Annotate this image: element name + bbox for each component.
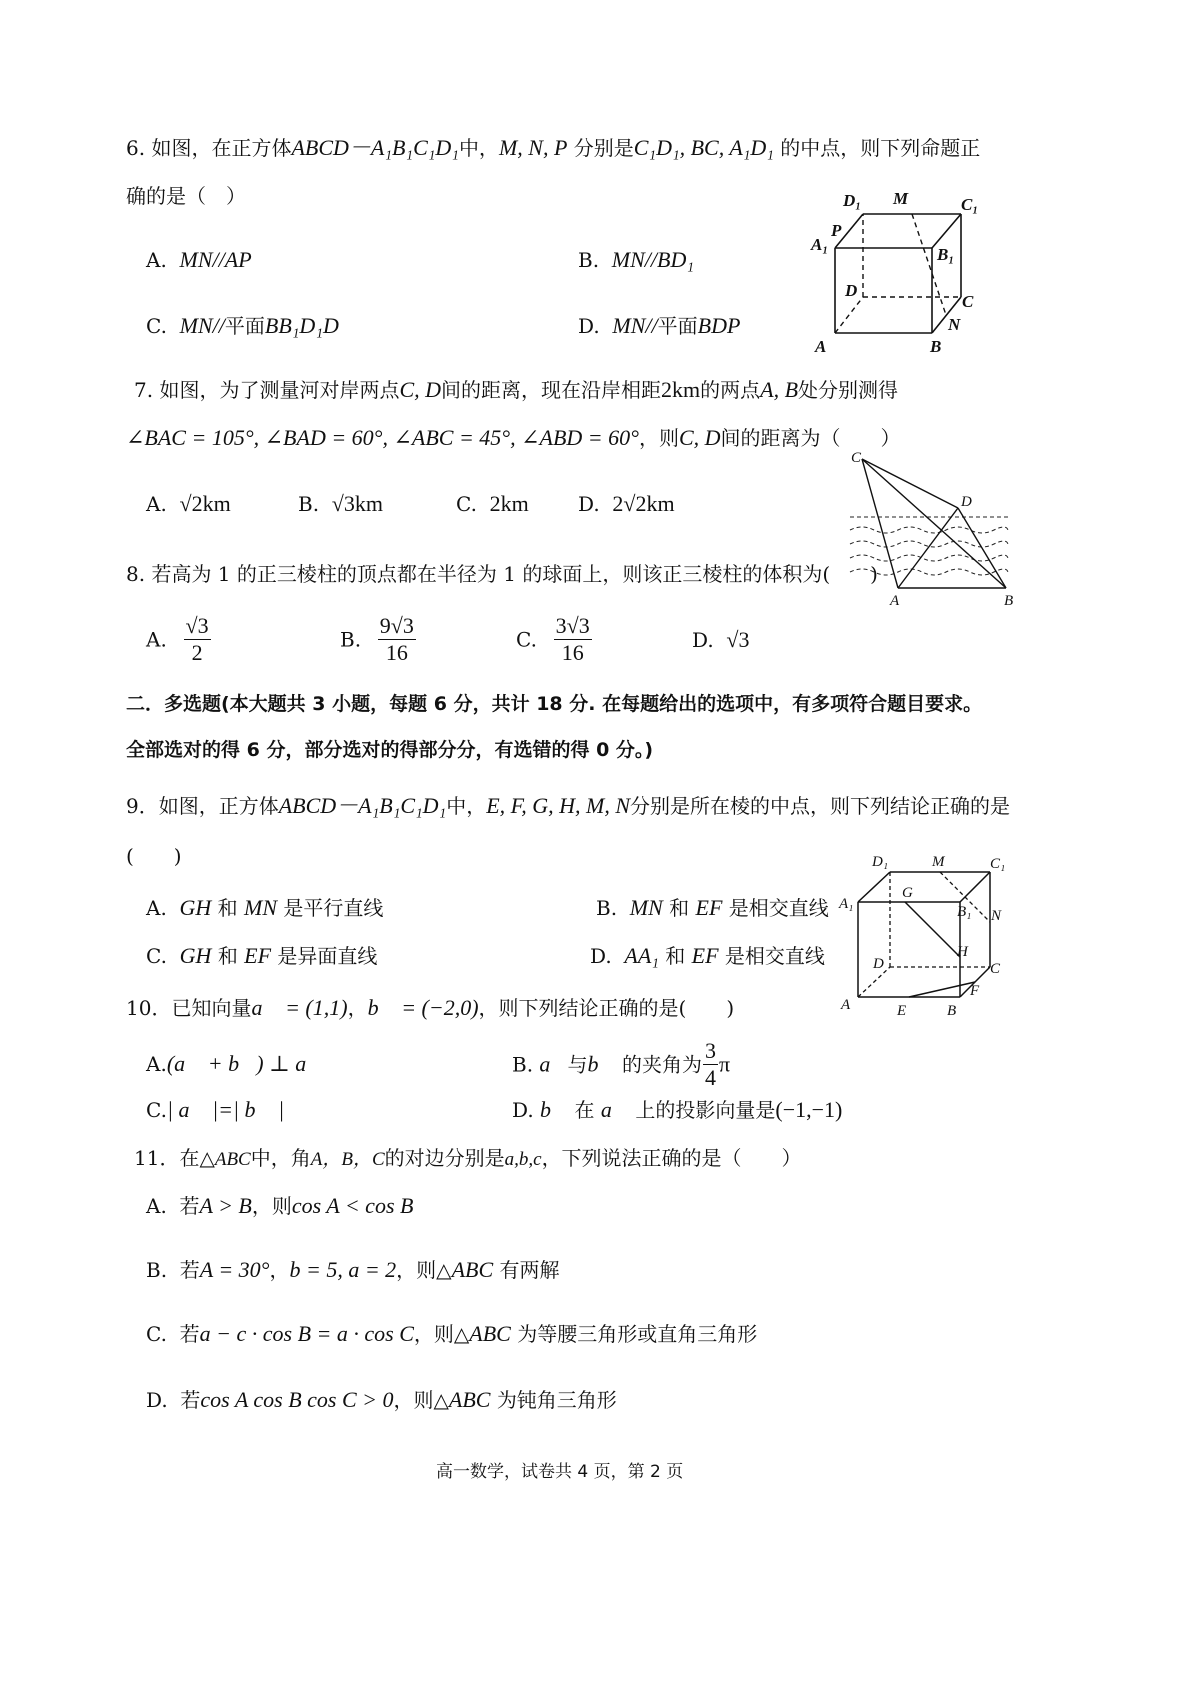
- section2-heading-line2: 全部选对的得 6 分，部分选对的得部分分，有选错的得 0 分。): [126, 739, 654, 761]
- q11-option-b[interactable]: B. 若A = 30°，b = 5, a = 2，则△ABC 有两解: [146, 1257, 560, 1282]
- q7-fig-label-b: B: [1004, 593, 1014, 609]
- q9-fig-label-b1: B₁: [957, 904, 972, 920]
- q9-stem-line2: ( ): [126, 844, 182, 868]
- q9-fig-label-a1: A₁: [839, 896, 854, 912]
- q9-fig-label-a: A: [841, 997, 851, 1013]
- q6-fig-label-d1: D₁: [843, 191, 862, 210]
- section2-heading-line1: 二．多选题(本大题共 3 小题，每题 6 分，共计 18 分. 在每题给出的选项中，有多项符合题目要求。: [126, 693, 983, 715]
- q8-option-b[interactable]: B. $\frac{9√3}{16}$: [340, 613, 414, 665]
- q7-option-a[interactable]: A. √2km: [146, 491, 231, 516]
- q9-fig-label-n: N: [991, 908, 1002, 924]
- q6-fig-label-c: C: [962, 292, 974, 311]
- q9-fig-label-g: G: [902, 885, 913, 901]
- q6-option-a[interactable]: A. MN//AP: [146, 247, 252, 272]
- q8-option-a[interactable]: A. $\frac{√3}{2}$: [146, 613, 209, 665]
- q9-option-b[interactable]: B. MN 和 EF 是相交直线: [596, 895, 829, 920]
- q7-stem-line1: 7. 如图，为了测量河对岸两点C, D间的距离，现在沿岸相距2km的两点A, B处分别测得: [134, 377, 899, 402]
- q6-fig-label-b1: B₁: [937, 245, 955, 264]
- q9-stem-line1: 9．如图，正方体ABCD－A₁B₁C₁D₁中，E, F, G, H, M, N分别是所在棱的中点，则下列结论正确的是: [126, 793, 1011, 818]
- q9-option-d[interactable]: D. AA₁ 和 EF 是相交直线: [590, 943, 825, 968]
- q7-fig-label-a: A: [890, 593, 900, 609]
- q6-fig-label-m: M: [893, 189, 909, 208]
- q7-option-d[interactable]: D. 2√2km: [578, 491, 675, 516]
- q9-option-a[interactable]: A. GH 和 MN 是平行直线: [146, 895, 384, 920]
- q6-option-b[interactable]: B. MN//BD₁: [578, 247, 694, 272]
- q6-stem-line1: 6. 如图，在正方体ABCD－A₁B₁C₁D₁中，M, N, P 分别是C₁D₁, BC, A₁D₁ 的中点，则下列命题正: [126, 135, 981, 160]
- q6-fig-label-a: A: [815, 337, 827, 356]
- q6-fig-label-d: D: [845, 281, 858, 300]
- q9-option-c[interactable]: C. GH 和 EF 是异面直线: [146, 943, 378, 968]
- q10-stem: 10．已知向量a⃗ = (1,1)，b⃗ = (−2,0)，则下列结论正确的是( ): [126, 995, 735, 1020]
- q7-option-b[interactable]: B. √3km: [298, 491, 383, 516]
- q6-stem-line2: 确的是（ ）: [126, 184, 246, 208]
- q6-fig-label-c1: C₁: [961, 195, 979, 214]
- q6-option-d[interactable]: D. MN//平面BDP: [578, 313, 741, 338]
- q9-fig-label-m: M: [932, 854, 945, 870]
- q9-fig-label-e: E: [897, 1003, 907, 1019]
- q10-option-b[interactable]: B. a⃗与b⃗ 的夹角为 $\frac{3}{4}$ π: [512, 1038, 731, 1090]
- q7-option-c[interactable]: C. 2km: [456, 491, 529, 516]
- q7-fig-label-d: D: [961, 494, 972, 510]
- q7-stem-line2: ∠BAC = 105°, ∠BAD = 60°, ∠ABC = 45°, ∠ABD = 60°，则C, D间的距离为（ ）: [126, 425, 901, 450]
- q10-option-a[interactable]: A.(a⃗ + b⃗) ⊥ a⃗: [146, 1051, 324, 1076]
- page-footer: 高一数学，试卷共 4 页，第 2 页: [436, 1462, 684, 1482]
- q11-option-d[interactable]: D. 若cos A cos B cos C > 0，则△ABC 为钝角三角形: [146, 1387, 617, 1412]
- q6-fig-label-p: P: [831, 221, 842, 240]
- q6-fig-label-b: B: [930, 337, 942, 356]
- q9-fig-label-c: C: [990, 961, 1001, 977]
- q9-fig-label-h: H: [957, 944, 968, 960]
- q9-fig-label-d: D: [873, 956, 884, 972]
- q7-fig-label-c: C: [851, 450, 862, 466]
- q11-option-c[interactable]: C. 若a − c · cos B = a · cos C，则△ABC 为等腰三角形或直角三角形: [146, 1321, 758, 1346]
- q10-option-d[interactable]: D. b⃗ 在 a⃗ 上的投影向量是(−1,−1): [512, 1097, 843, 1122]
- q8-stem: 8. 若高为 1 的正三棱柱的顶点都在半径为 1 的球面上，则该正三棱柱的体积为( ): [126, 562, 878, 586]
- q6-fig-label-a1: A₁: [811, 235, 829, 254]
- q9-fig-label-f: F: [970, 983, 980, 999]
- q11-option-a[interactable]: A. 若A > B，则cos A < cos B: [146, 1193, 414, 1218]
- q8-option-d[interactable]: D. √3: [692, 627, 750, 652]
- q9-fig-label-c1: C₁: [990, 856, 1006, 872]
- q9-fig-label-d1: D₁: [872, 854, 889, 870]
- q11-stem: 11．在△ABC中，角A，B，C的对边分别是a,b,c，下列说法正确的是（ ）: [134, 1146, 802, 1170]
- q9-fig-label-b: B: [947, 1003, 957, 1019]
- q6-fig-label-n: N: [948, 315, 961, 334]
- q6-option-c[interactable]: C. MN//平面BB₁D₁D: [146, 313, 339, 338]
- q8-option-c[interactable]: C. $\frac{3√3}{16}$: [516, 613, 590, 665]
- q10-option-c[interactable]: C.| a⃗ |=| b⃗ |: [146, 1097, 285, 1122]
